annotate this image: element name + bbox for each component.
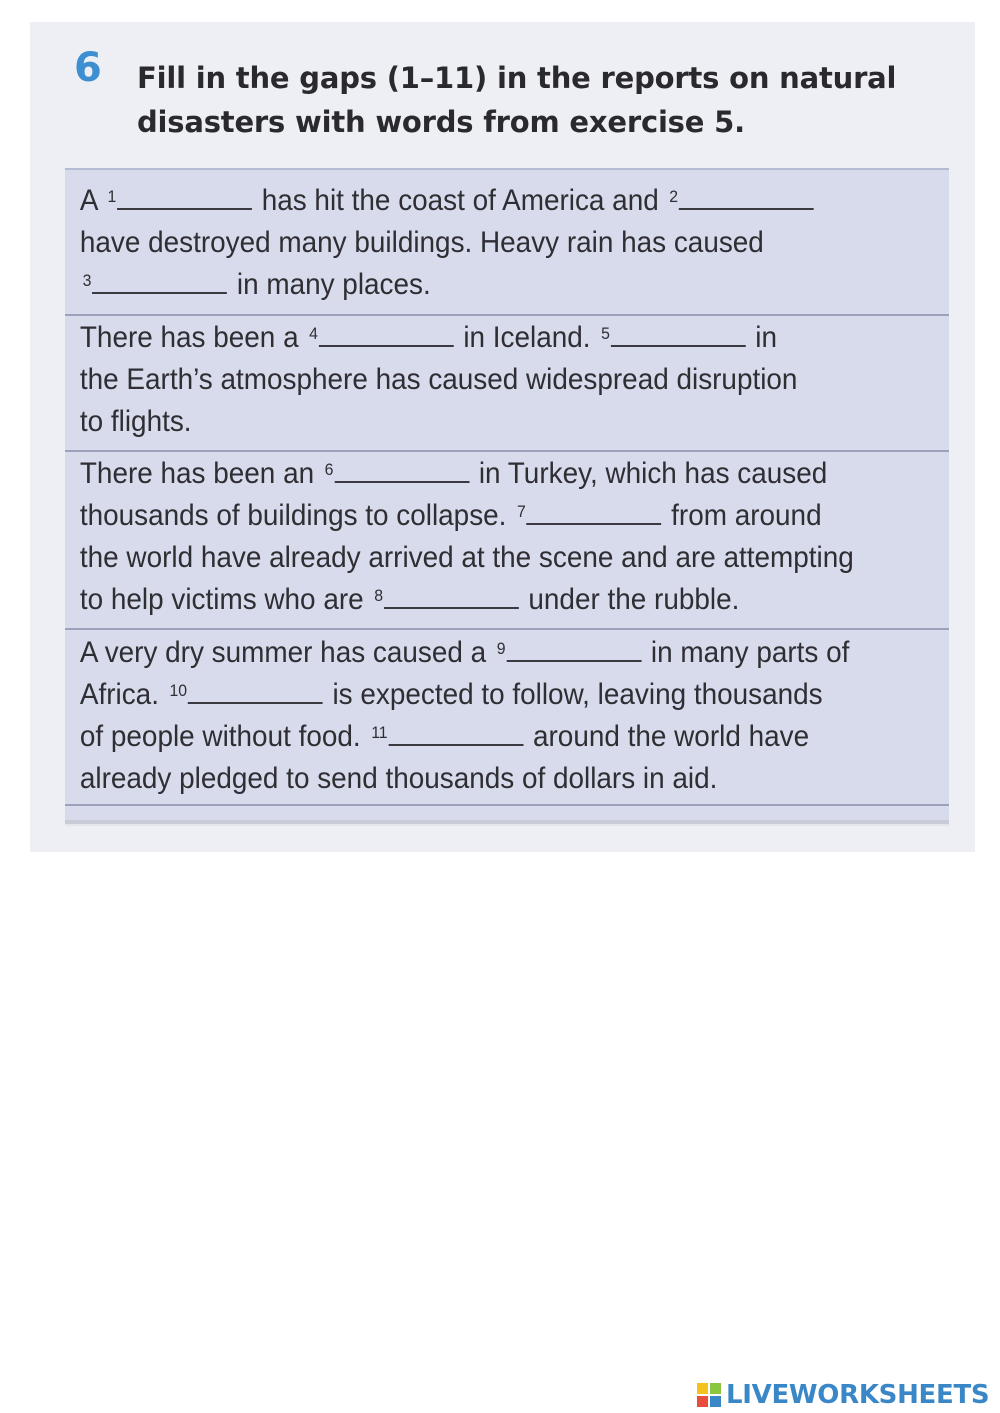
report-line: already pledged to send thousands of dollars in aid. (79, 762, 718, 795)
logo-square (710, 1396, 721, 1407)
report-line: the world have already arrived at the scene and are attempting (79, 541, 854, 574)
panel-top-border (65, 168, 949, 170)
report-line: the Earth’s atmosphere has caused widespread disruption (79, 363, 798, 396)
gap-number: 11 (371, 723, 388, 742)
report-line: Africa. $^{10}$ is expected to follow, leaving thousands (65, 674, 887, 716)
gap-number: 8 (374, 586, 384, 605)
exercise-instruction (137, 56, 937, 144)
gap-1-blank[interactable] (117, 180, 252, 210)
gap-number: 9 (496, 639, 506, 658)
gap-4-blank[interactable] (319, 317, 454, 347)
report-line: to flights. (79, 405, 192, 438)
reports-panel (65, 168, 949, 820)
gap-number: 1 (107, 187, 117, 206)
report-hurricane (65, 180, 887, 306)
instruction-line-1: Fill in the gaps (1–11) in the reports on natural (137, 61, 897, 95)
report-line: There has been a $^4$ in Iceland. $^5$ in (65, 317, 887, 359)
gap-10-blank[interactable] (188, 674, 323, 704)
logo-square (697, 1383, 708, 1394)
report-line: thousands of buildings to collapse. $^7$ from around (65, 495, 887, 537)
report-earthquake (65, 453, 887, 621)
report-divider (65, 450, 949, 452)
gap-number: 7 (516, 502, 526, 521)
exercise-number: 6 (74, 45, 102, 91)
report-volcano (65, 317, 887, 443)
gap-number: 3 (82, 271, 92, 290)
report-line: $^3$ in many places. (65, 264, 887, 306)
gap-number: 6 (324, 460, 334, 479)
gap-number: 5 (601, 324, 610, 343)
logo-square (697, 1396, 708, 1407)
gap-11-blank[interactable] (389, 716, 524, 746)
report-divider (65, 804, 949, 806)
gap-6-blank[interactable] (334, 453, 469, 483)
instruction-line-2: disasters with words from exercise 5. (137, 105, 745, 139)
report-line: have destroyed many buildings. Heavy rain has caused (79, 226, 764, 259)
report-divider (65, 628, 949, 630)
gap-number: 10 (169, 681, 188, 700)
report-line: There has been an $^6$ in Turkey, which has caused (65, 453, 887, 495)
logo-square (710, 1383, 721, 1394)
gap-number: 2 (669, 187, 679, 206)
gap-5-blank[interactable] (611, 317, 746, 347)
logo-squares-icon (697, 1383, 721, 1407)
gap-9-blank[interactable] (506, 632, 641, 662)
report-line: to help victims who are $^8$ under the rubble. (65, 579, 887, 621)
gap-8-blank[interactable] (384, 579, 519, 609)
logo-text: LIVEWORKSHEETS (726, 1380, 990, 1410)
report-line: of people without food. $^{11}$ around the world have (65, 716, 887, 758)
gap-number: 4 (309, 324, 318, 343)
gap-2-blank[interactable] (679, 180, 814, 210)
gap-3-blank[interactable] (92, 264, 227, 294)
report-divider (65, 314, 949, 316)
liveworksheets-logo (697, 1378, 989, 1412)
gap-7-blank[interactable] (527, 495, 662, 525)
report-line: A very dry summer has caused a $^9$ in many parts of (65, 632, 887, 674)
report-line: A $^1$ has hit the coast of America and $^2$ (65, 180, 887, 222)
report-drought (65, 632, 887, 800)
